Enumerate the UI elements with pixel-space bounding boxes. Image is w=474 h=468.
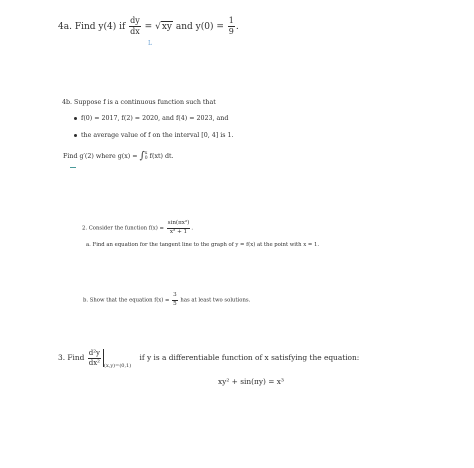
fraction-denominator: 9	[228, 27, 234, 36]
evaluation-point: (x,y)=(0,1)	[104, 363, 132, 369]
second-derivative	[88, 350, 101, 367]
fraction-numerator: 1	[228, 16, 234, 25]
problem-2-part-b	[83, 293, 250, 307]
initial-condition-text: and y(0) =	[175, 22, 224, 32]
find-text: Find g′(2) where g(x) =	[63, 152, 138, 160]
initial-value-fraction	[228, 17, 235, 36]
sqrt-argument: xy	[161, 22, 173, 32]
part-b-denominator: 5	[173, 300, 177, 307]
problem-2-intro	[82, 221, 193, 235]
derivative-dy-dx	[129, 17, 141, 36]
period: .	[235, 22, 239, 32]
problem-3-equation: xy² + sin(πy) = x³	[218, 377, 284, 386]
dy-numerator: dy	[130, 16, 140, 25]
bullet-2-text: the average value of f on the interval [0, 4] is 1.	[81, 132, 234, 139]
integral-bounds	[145, 151, 148, 162]
problem-4b-bullet-1	[74, 116, 228, 122]
integrand: f(xt) dt.	[149, 152, 174, 160]
underline-mark	[70, 167, 76, 168]
sqrt-expression: √xy	[155, 22, 173, 32]
problem-4a-label: 4a.	[58, 22, 72, 32]
problem-3	[58, 349, 359, 369]
part-b-tail: has at least two solutions.	[180, 297, 251, 304]
stray-mark: L	[148, 40, 152, 47]
part-b-fraction	[172, 293, 178, 307]
problem-4a-prefix: Find y(4) if	[74, 22, 126, 32]
bullet-1-text: f(0) = 2017, f(2) = 2020, and f(4) = 2023, and	[81, 115, 229, 122]
problem-4b-intro: 4b. Suppose f is a continuous function such that	[62, 99, 216, 106]
bullet-dot	[74, 134, 77, 137]
integral-lower: 0	[144, 156, 148, 162]
second-derivative-denominator: dx²	[88, 358, 100, 367]
equals-sign: =	[144, 22, 153, 32]
part-b-numerator: 3	[172, 293, 178, 301]
problem-2-text: 2. Consider the function f(x) =	[82, 225, 164, 232]
part-b-text: b. Show that the equation f(x) =	[83, 297, 170, 304]
period: .	[191, 225, 194, 232]
function-numerator: sin(πx²)	[167, 221, 191, 229]
integral-upper: x	[144, 151, 148, 156]
second-derivative-numerator: d²y	[88, 348, 100, 357]
function-denominator: x² + 1	[169, 228, 188, 235]
problem-3-label: 3. Find	[58, 353, 85, 362]
problem-4b-bullet-2	[74, 133, 233, 139]
dx-denominator: dx	[130, 27, 140, 36]
problem-4a	[58, 17, 239, 36]
function-fraction	[167, 220, 194, 235]
problem-2-part-a: a. Find an equation for the tangent line to the graph of y = f(x) at the point with x = 1.	[86, 242, 320, 248]
integral-sign: ∫	[139, 150, 145, 162]
problem-4b-find	[63, 151, 174, 162]
bullet-dot	[74, 117, 77, 120]
problem-3-condition: if y is a differentiable function of x satisfying the equation:	[139, 353, 360, 362]
